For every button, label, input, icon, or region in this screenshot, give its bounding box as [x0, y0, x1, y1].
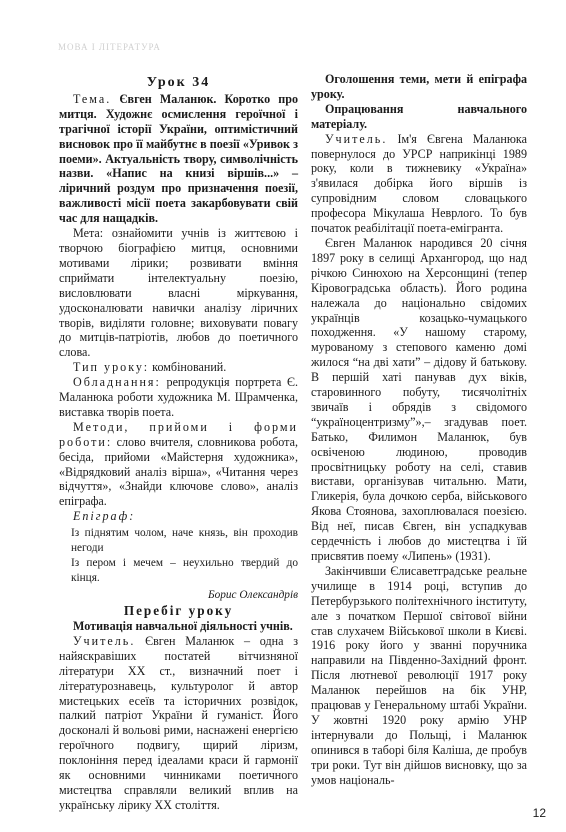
left-column: [59, 76, 298, 813]
methods-label: Методи, прийоми і форми роботи:: [59, 419, 298, 449]
epigraph-line-2: Із пером і мечем – неухильно твердий до кінця.: [71, 557, 298, 585]
bio-paragraph: Євген Маланюк народився 20 січня 1897 року в селищі Архангород, що над річкою Синюхою на Херсонщині (тепер Кіровоградська область). Його родина належала до національно свідомих українців козацько-чумацького походження. «У нашому старому, мурованому з степового каменю домі жилося “на дві хати” – дідову й батькову. В першій хаті панував дух віків, старовинного побуту, тисячолітніх звичаїв і обрядів з свідомого “україноцентризму”»,– згадував поет. Батько, Филимон Маланюк, був освіченою людиною, проводив просвітницьку роботу на селі, ставив вистави, організував читальню. Мати, Гликерія, була дочкою серба, військового Якова Стоянова, захоплювалася поезією. Від неї, писав Євген, він успадкував сердечність і любов до мистецтва і їй присвятив поему «Липень» (1931).: [311, 235, 527, 563]
motivation-title: Мотивація навчальної діяльності учнів.: [73, 619, 293, 633]
page-number: 12: [532, 806, 546, 820]
teacher-label-2: Учитель.: [325, 131, 388, 146]
left-teacher-paragraph: [59, 634, 298, 813]
type-value: комбінований.: [149, 360, 227, 375]
type-paragraph: [59, 360, 298, 375]
announce-title: Оголошення теми, мети й епіграфа уроку.: [311, 72, 527, 101]
right-column: [311, 72, 527, 788]
equipment-label: Обладнання:: [73, 375, 161, 390]
faint-header: МОВА І ЛІТЕРАТУРА: [58, 42, 161, 52]
left-teacher-text: Євген Маланюк – одна з найяскравіших постатей вітчизняної літератури ХХ ст., визначний поет і літературознавець, культуролог й автор мистецьких есеїв та історичних розвідок, палкий патріот України й гуманіст. Його досконалі й вольові рими, наснажені енергією героїчного подвигу, щирий ліризм, поклоніння перед ідеалами краси й гармонії як основними чинниками поетичного мистецтва справляли великий вплив на українську лірику ХХ століття.: [59, 633, 298, 812]
goal-paragraph: Мета: ознайомити учнів із життєвою і творчою біографією митця, основними мотивами лірики; розвивати вміння сприймати інтелектуальну поезію, висловлювати власні міркування, удосконалювати навички аналізу ліричних творів, виділяти головне; виховувати повагу до митців-патріотів, любов до поетичного слова.: [59, 226, 298, 360]
right-teacher-paragraph: [311, 132, 527, 236]
epigraph-author: Борис Олександрів: [207, 589, 298, 602]
epigraph-label: Епіграф:: [73, 509, 136, 524]
study-title: Опрацювання навчального матеріалу.: [311, 101, 527, 131]
methods-value: слово вчителя, словникова робота, бесіда, прийоми «Майстерня художника», «Відрядковий аналіз вірша», «Читання через відчуття», «Знайди ключове слово», аналіз епіграфа.: [59, 434, 298, 509]
type-label: Тип уроку:: [73, 360, 150, 375]
topic-label: Тема.: [73, 91, 112, 106]
right-teacher-text: Ім'я Євгена Маланюка повернулося до УРСР наприкінці 1989 року, коли в тижневику «Україна» з'явилася добірка його віршів із супровідним словом словацького професора Мікулаша Неврлого. То був початок реабілітації поета-емігранта.: [311, 131, 527, 236]
methods-paragraph: [59, 420, 298, 509]
topic-paragraph: [59, 92, 298, 226]
school-paragraph: Закінчивши Єлисаветградське реальне училище в 1914 році, вступив до Петербурзького політехнічного інституту, але з початком Першої світової війни став слухачем Військової школи в Києві. 1916 року його у званні поручника направили на Південно-Західний фронт. Після лютневої революції 1917 року Маланюк перейшов на бік УНР, працював у Генеральному штабі України. У жовтні 1920 року армію УНР інтернували до Польщі, і Маланюк опинився в таборі біля Каліша, де пробув три роки. Тут він дійшов висновку, що за умов національ-: [311, 563, 527, 787]
epigraph: [71, 526, 298, 586]
topic-text: Євген Маланюк. Коротко про митця. Художнє осмислення героїчної і трагічної історії України, оптимістичний висновок про її майбутнє в поезії «Уривок з поеми». Актуальність твору, символічність назви. «Напис на книзі віршів...» – ліричний роздум про призначення поезії, важливості місії поета закарбовувати свій час для нащадків.: [59, 91, 298, 226]
equipment-paragraph: [59, 375, 298, 420]
epigraph-line-1: Із піднятим чолом, наче князь, він проходив негоди: [71, 527, 298, 555]
course-title: Перебіг уроку: [123, 603, 234, 619]
equipment-value: репродукція портрета Є. Маланюка роботи художника М. Шрамченка, виставка творів поета.: [59, 375, 298, 419]
teacher-label: Учитель.: [73, 633, 136, 648]
lesson-title: Урок 34: [146, 75, 211, 90]
